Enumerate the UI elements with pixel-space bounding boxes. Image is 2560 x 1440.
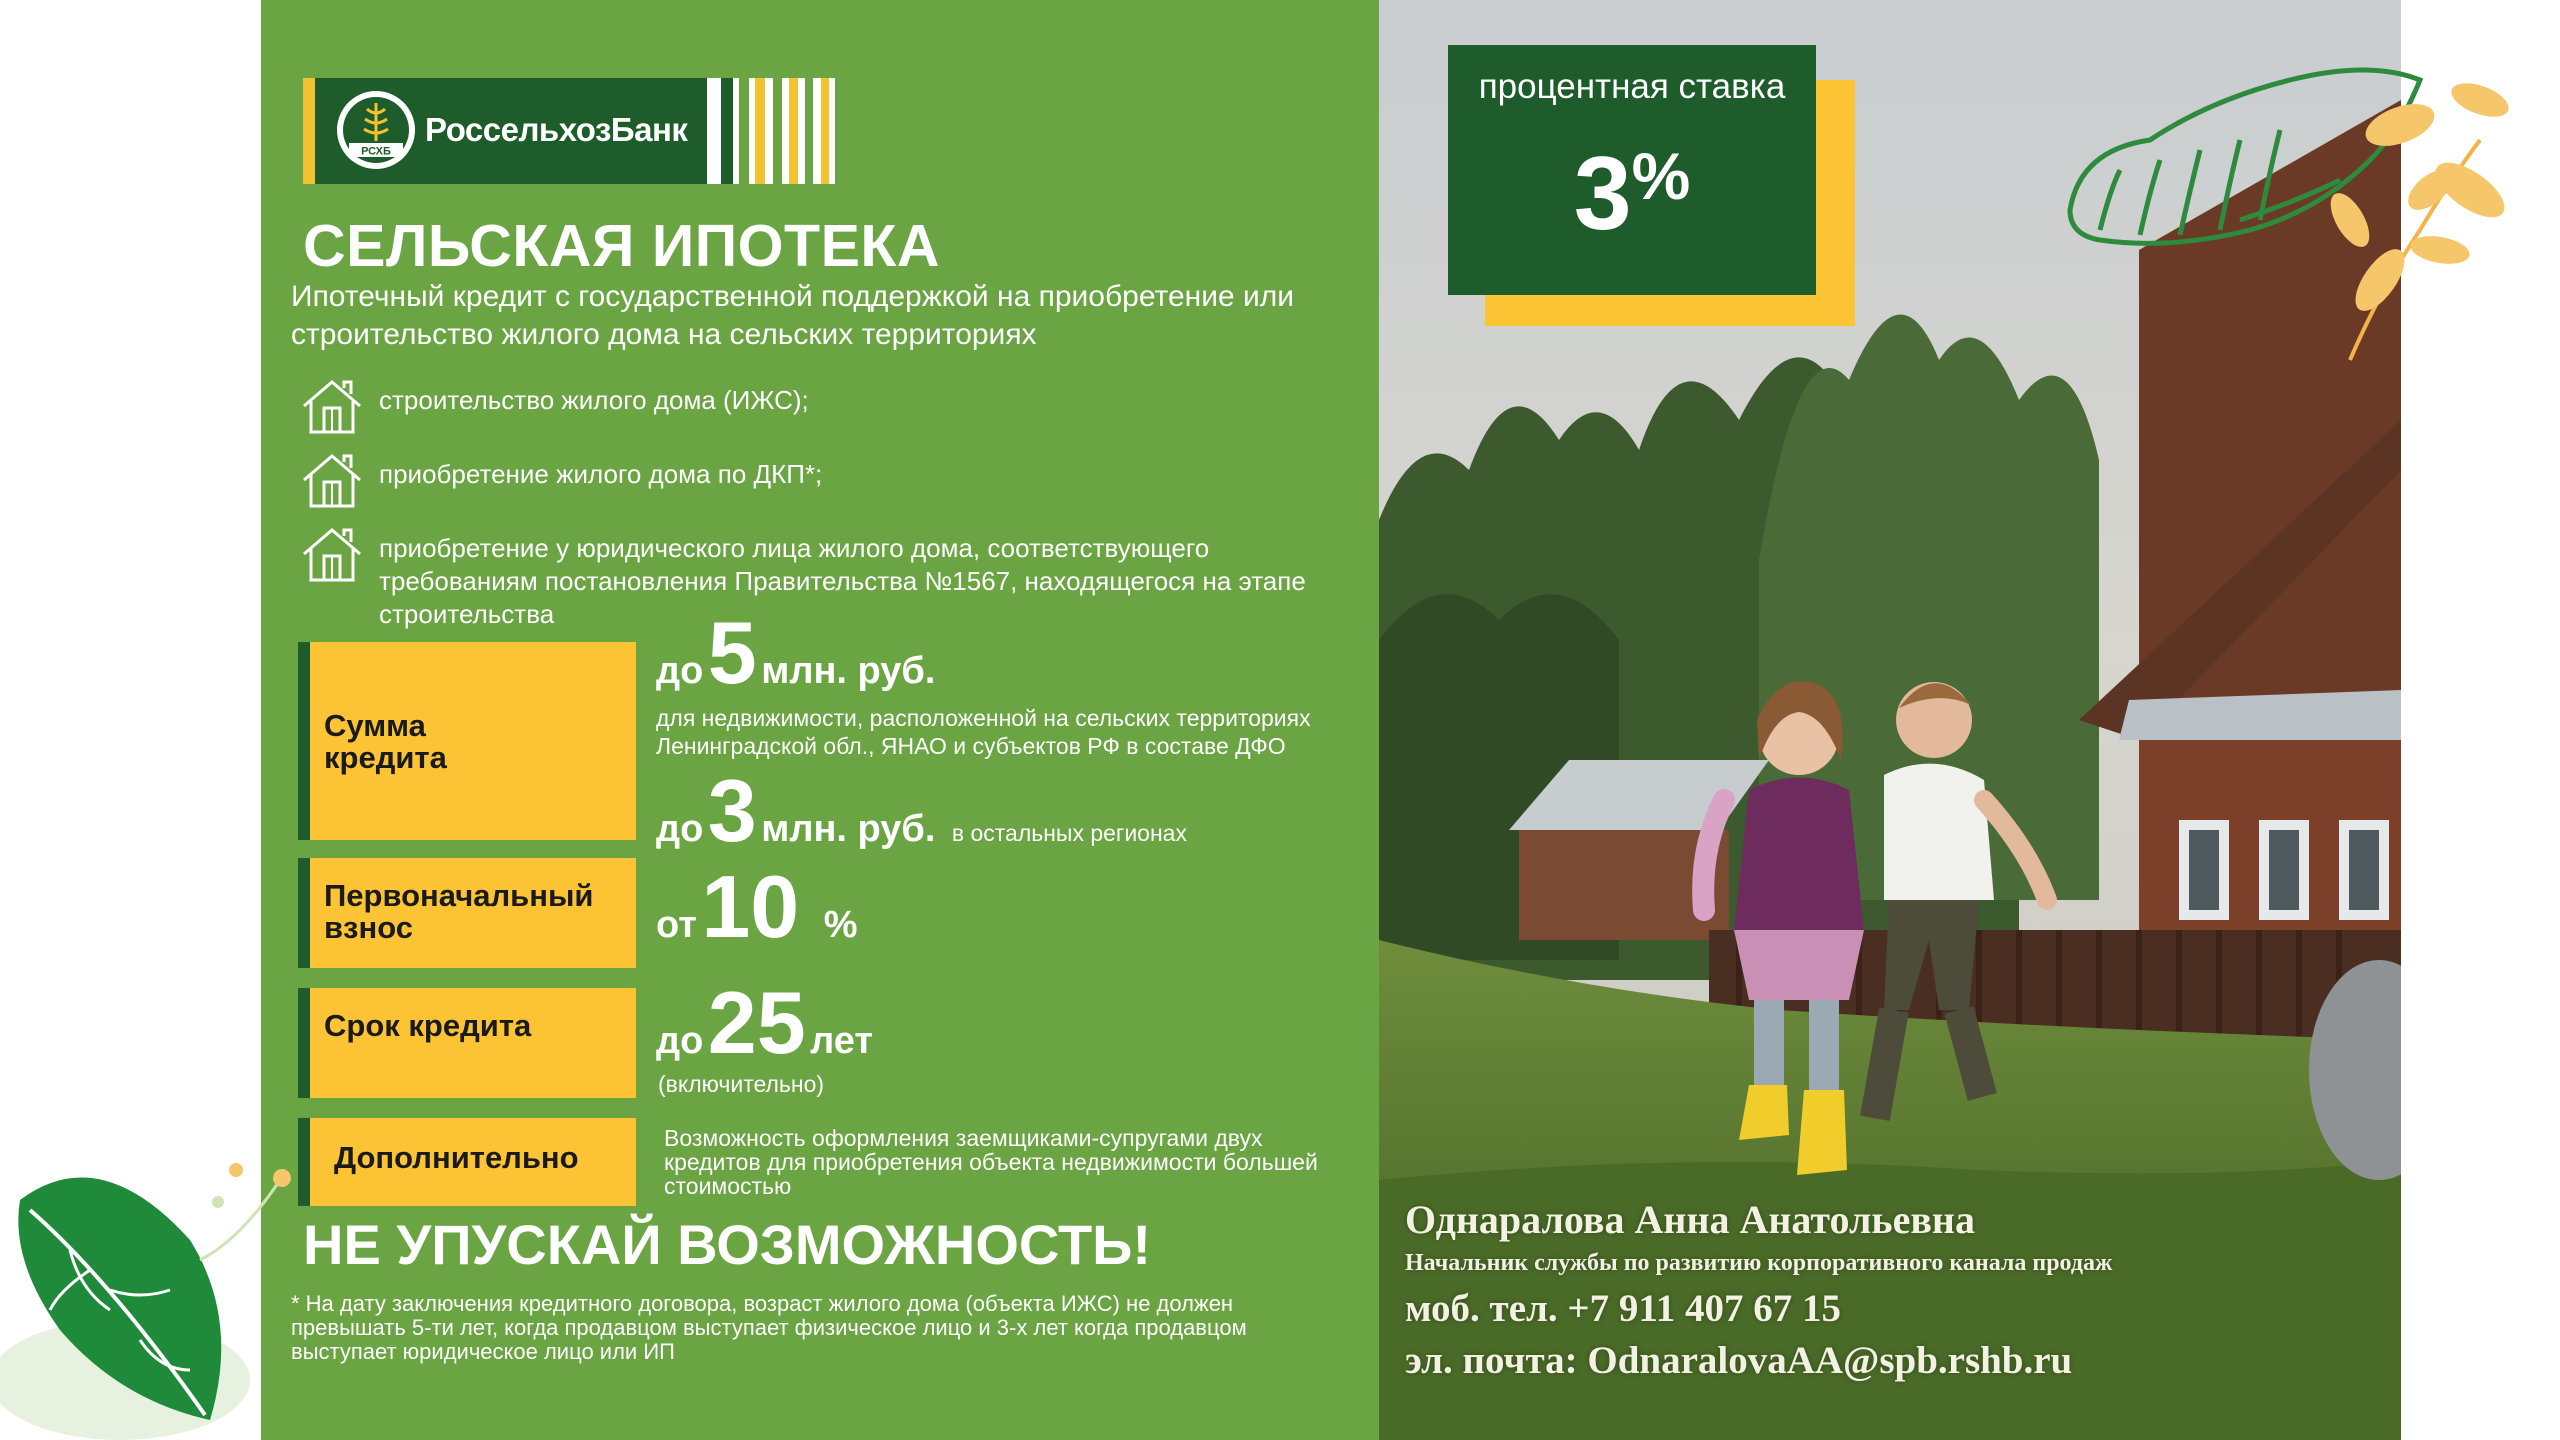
contact-email[interactable]: эл. почта: OdnaralovaAA@spb.rshb.ru (1405, 1339, 2073, 1382)
call-to-action: НЕ УПУСКАЙ ВОЗМОЖНОСТЬ! (303, 1213, 1152, 1276)
page-subtitle: Ипотечный кредит с государственной поддержкой на приобретение или строительство жилого дома на сельских территориях (291, 280, 1294, 351)
loan-amount-secondary-note: в остальных регионах (951, 820, 1187, 846)
contact-name: Однаралова Анна Анатольевна (1405, 1197, 1975, 1242)
loan-amount-label: Сумма кредита (324, 708, 447, 775)
additional-label: Дополнительно (334, 1140, 579, 1175)
feature-text: строительство жилого дома (ИЖС); (379, 385, 809, 415)
term-label-box (298, 988, 636, 1098)
leaf-decoration-icon (2040, 40, 2520, 380)
page-title: СЕЛЬСКАЯ ИПОТЕКА (303, 213, 941, 279)
bank-name: РоссельхозБанк (425, 111, 688, 148)
house-icon (300, 452, 364, 510)
additional-text: Возможность оформления заемщиками-супругами двух кредитов для приобретения объекта недвижимости большей стоимостью (664, 1125, 1318, 1199)
down-payment-value: от 10 % (656, 857, 858, 956)
feature-text: приобретение у юридического лица жилого дома, соответствующего требованиям постановления Правительства №1567, находящегося на этапе строительства (379, 533, 1306, 629)
rate-value: 3% (1573, 136, 1691, 252)
house-icon (300, 378, 364, 436)
footnote: * На дату заключения кредитного договора, возраст жилого дома (объекта ИЖС) не должен превышать 5-ти лет, когда продавцом выступает физическое лицо и 3-х лет когда продавцом выступает юридическое лицо или ИП (291, 1291, 1247, 1364)
down-payment-label-box (298, 858, 636, 968)
feature-text: приобретение жилого дома по ДКП*; (379, 459, 823, 489)
loan-amount-secondary: до 3 млн. руб. в остальных регионах (656, 761, 1187, 860)
rate-label: процентная ставка (1478, 67, 1786, 106)
bank-emblem-icon (337, 91, 415, 169)
term-value: до 25 лет (656, 973, 874, 1072)
interest-rate-card (1448, 45, 1816, 295)
leaf-decoration-icon (0, 1140, 360, 1440)
loan-amount-primary-note: для недвижимости, расположенной на сельских территориях Ленинградской обл., ЯНАО и субъектов РФ в составе ДФО (656, 705, 1311, 759)
loan-amount-primary: до 5 млн. руб. (656, 603, 936, 702)
contact-phone[interactable]: моб. тел. +7 911 407 67 15 (1405, 1287, 1841, 1330)
term-note: (включительно) (658, 1071, 825, 1097)
loan-amount-label-box (298, 642, 636, 840)
bank-logo (303, 78, 843, 184)
svg-text:РСХБ: РСХБ (361, 145, 391, 158)
house-icon (300, 526, 364, 584)
contact-position: Начальник службы по развитию корпоративного канала продаж (1405, 1250, 2113, 1276)
term-label: Срок кредита (324, 1008, 532, 1043)
down-payment-label: Первоначальный взнос (324, 878, 594, 945)
